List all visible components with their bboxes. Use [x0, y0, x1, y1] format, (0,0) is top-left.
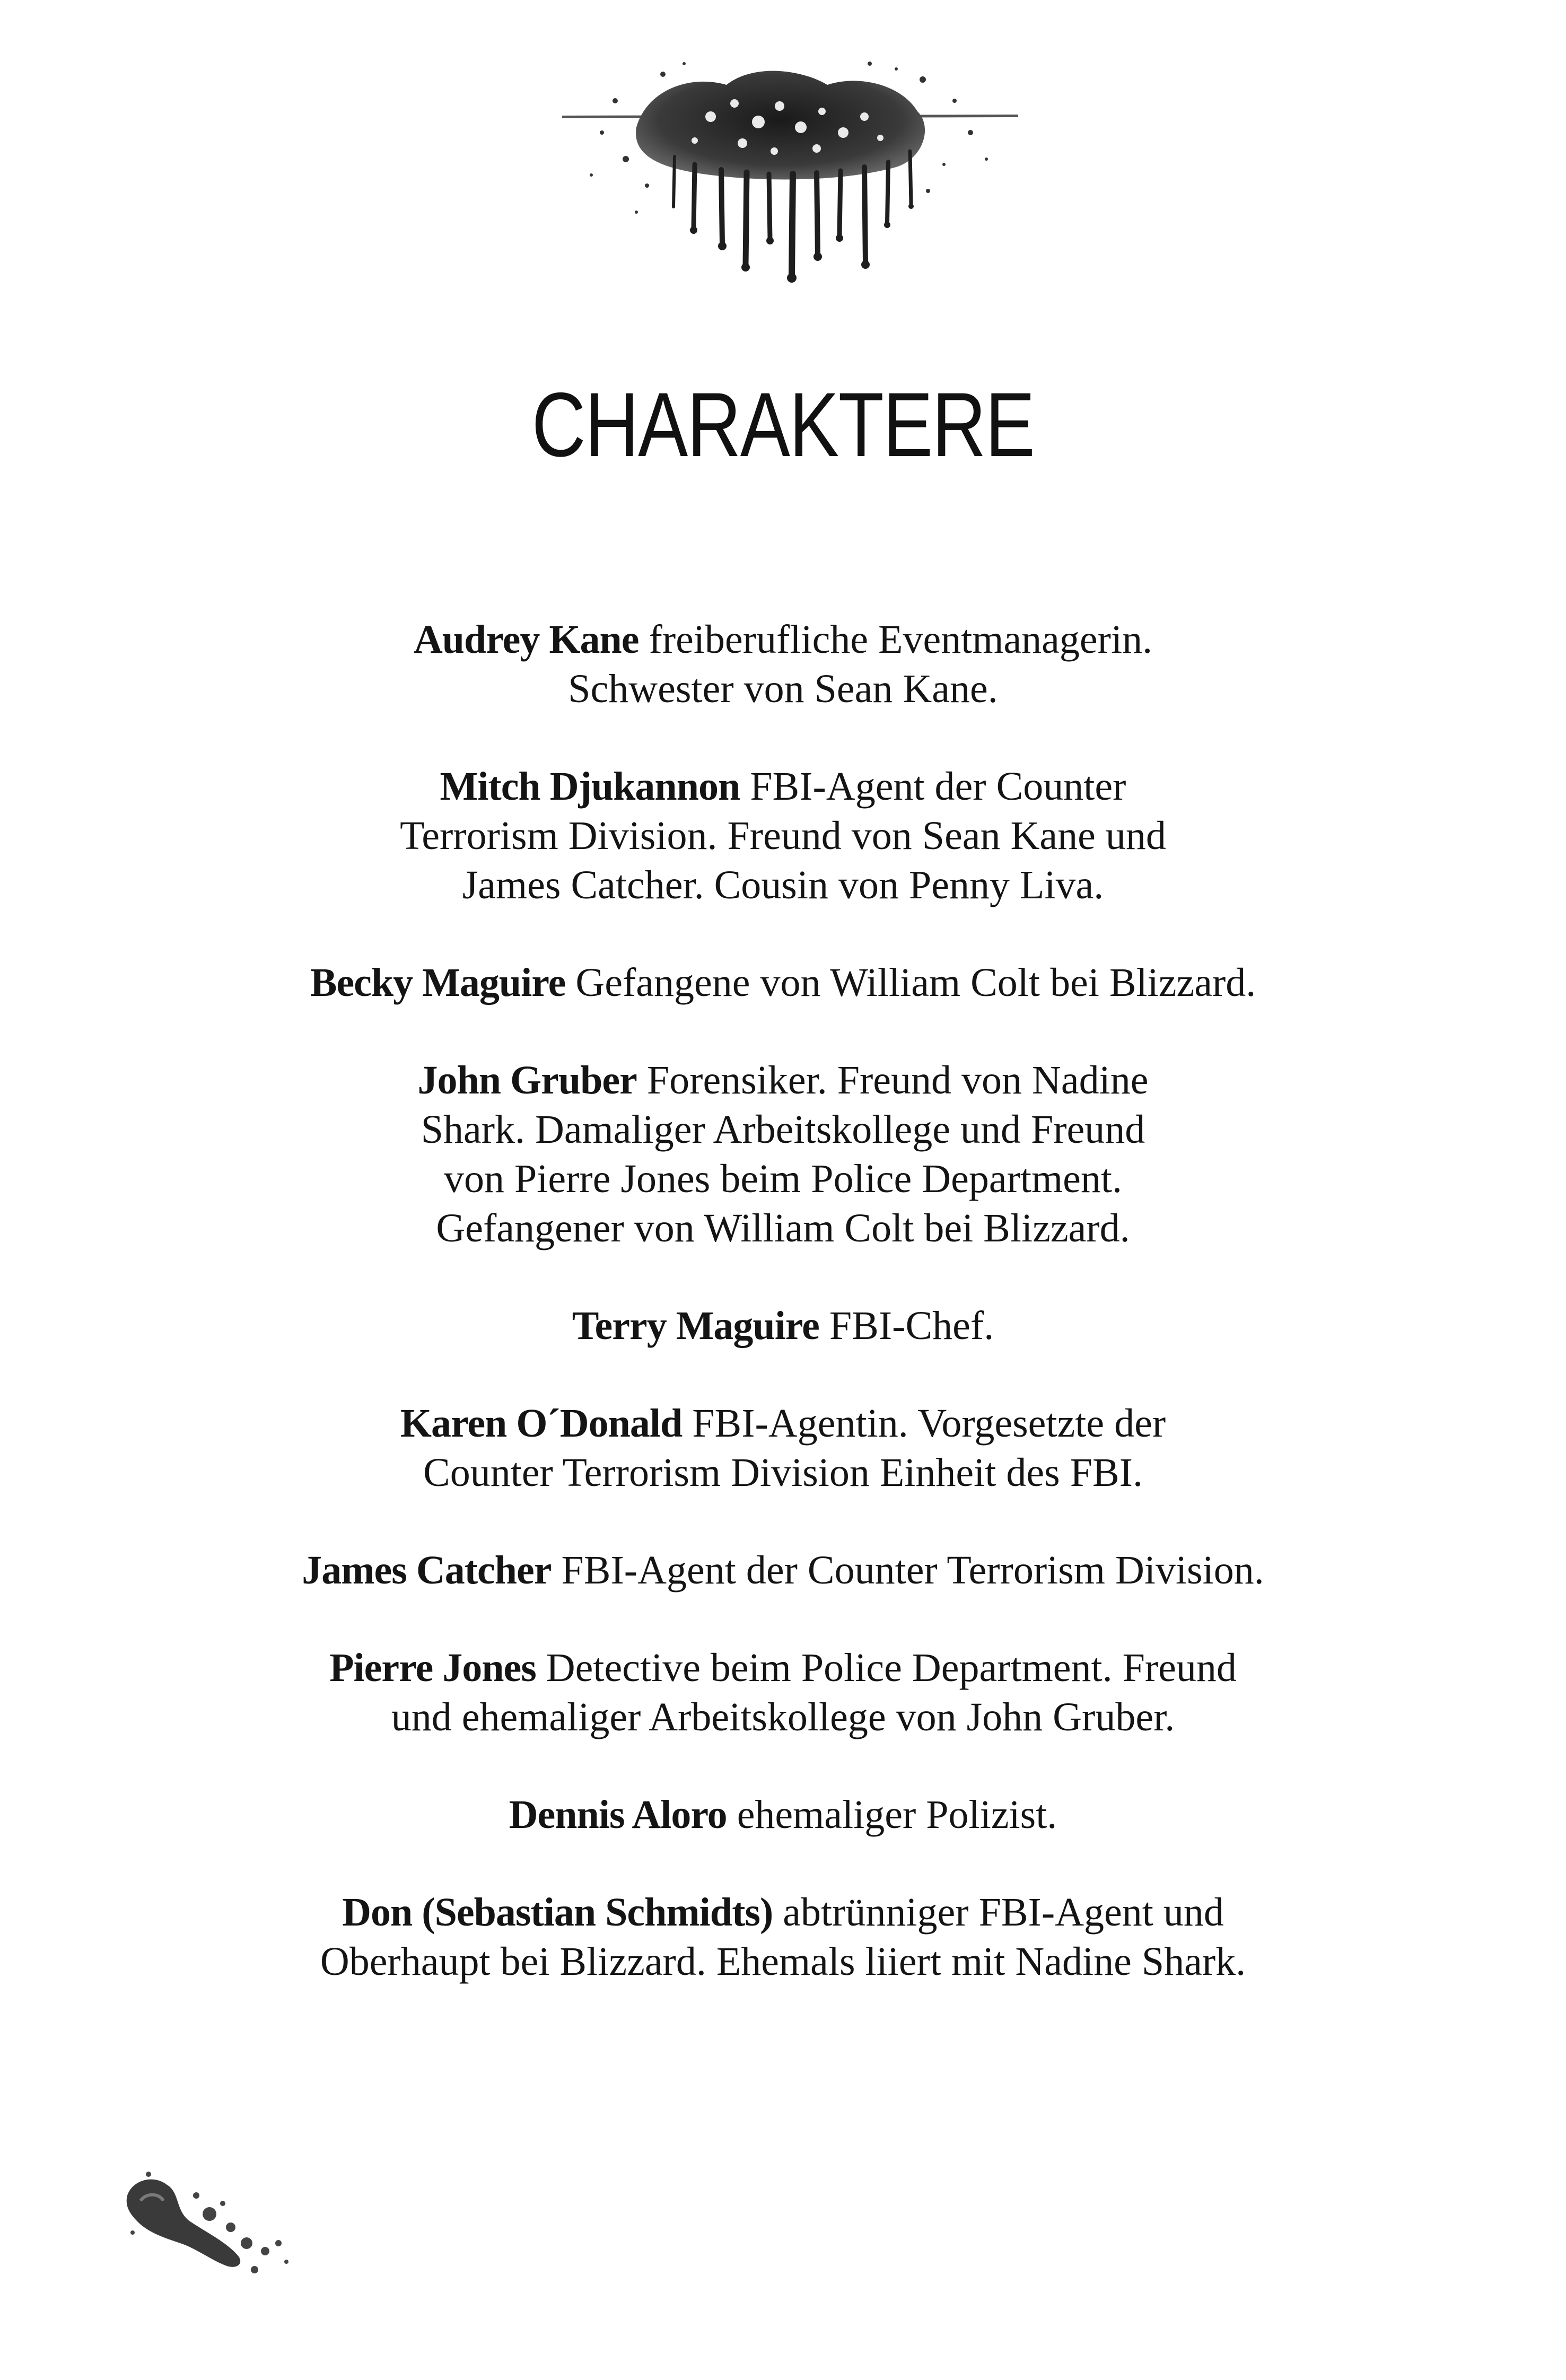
character-entry: [0, 1790, 1566, 1840]
character-description: Detective beim Police Department. Freund: [546, 1646, 1237, 1690]
character-entry: [0, 1888, 1566, 1987]
character-description: Gefangener von William Colt bei Blizzard.: [436, 1206, 1130, 1250]
character-description: FBI-Agentin. Vorgesetzte der: [692, 1401, 1166, 1446]
character-name: Karen O´Donald: [400, 1401, 683, 1446]
character-description: FBI-Agent der Counter: [750, 764, 1126, 809]
character-description: abtrünniger FBI-Agent und: [783, 1890, 1224, 1935]
character-name: James Catcher: [302, 1548, 552, 1592]
character-name: Mitch Djukannon: [440, 764, 740, 809]
character-description: Oberhaupt bei Blizzard. Ehemals liiert mit Nadine Shark.: [320, 1939, 1246, 1984]
character-description: Schwester von Sean Kane.: [568, 667, 998, 711]
character-entry: [0, 1301, 1566, 1351]
character-name: Becky Maguire: [310, 960, 566, 1005]
character-description: Gefangene von William Colt bei Blizzard.: [575, 960, 1256, 1005]
character-entry: [0, 762, 1566, 910]
ink-splatter-top-decoration: [552, 53, 1029, 286]
character-description: von Pierre Jones beim Police Department.: [443, 1157, 1122, 1201]
character-entry: [0, 958, 1566, 1008]
character-description: FBI-Agent der Counter Terrorism Division.: [561, 1548, 1264, 1592]
character-entry: [0, 1546, 1566, 1595]
character-name: Pierre Jones: [329, 1646, 536, 1690]
character-description: freiberufliche Eventmanagerin.: [649, 617, 1153, 662]
character-name: Audrey Kane: [413, 617, 639, 662]
character-entry: [0, 615, 1566, 714]
character-entry: [0, 1056, 1566, 1253]
character-description: Counter Terrorism Division Einheit des FBI.: [423, 1450, 1143, 1495]
character-name: Don (Sebastian Schmidts): [342, 1890, 773, 1935]
character-entry: [0, 1399, 1566, 1498]
character-description: Forensiker. Freund von Nadine: [646, 1058, 1149, 1102]
page-title: CHARAKTERE: [531, 374, 1035, 476]
character-description: James Catcher. Cousin von Penny Liva.: [462, 863, 1104, 907]
ink-splatter-bottom-decoration: [117, 2164, 297, 2291]
character-name: John Gruber: [417, 1058, 637, 1102]
character-name: Terry Maguire: [572, 1303, 819, 1348]
character-description: und ehemaliger Arbeitskollege von John Gruber.: [391, 1695, 1175, 1739]
character-description: ehemaliger Polizist.: [737, 1792, 1057, 1837]
character-description: Terrorism Division. Freund von Sean Kane und: [400, 813, 1166, 858]
character-entry: [0, 1643, 1566, 1742]
character-description: Shark. Damaliger Arbeitskollege und Freund: [421, 1107, 1145, 1152]
character-list: [0, 615, 1566, 2035]
character-description: FBI-Chef.: [829, 1303, 994, 1348]
character-name: Dennis Aloro: [509, 1792, 727, 1837]
